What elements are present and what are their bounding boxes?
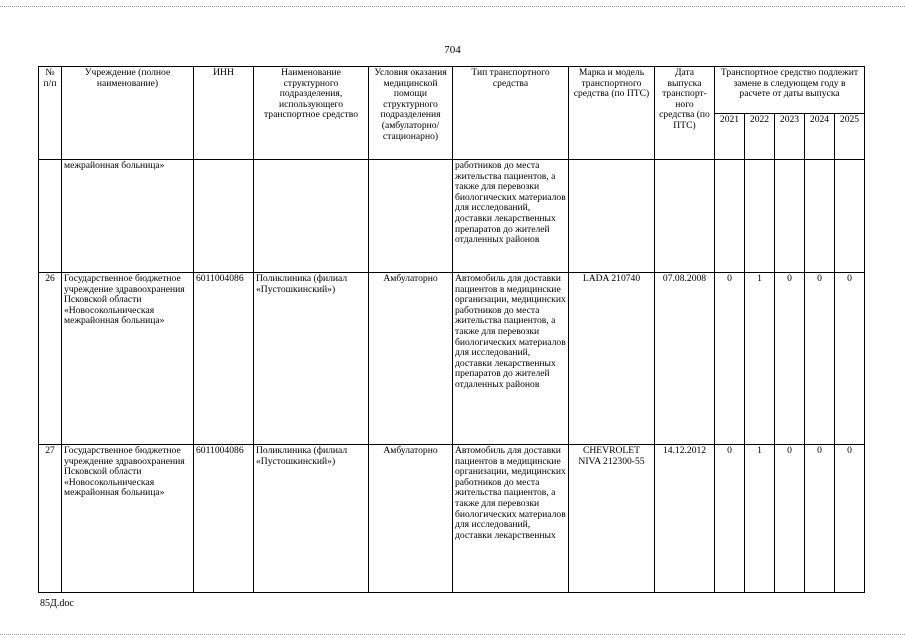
bottom-scan-line (0, 634, 905, 635)
cont-institution: межрайонная больница» (62, 160, 194, 273)
row-year-value: 0 (715, 273, 745, 445)
top-scan-line (0, 6, 905, 7)
cont-conditions-cell (369, 160, 453, 273)
row-num: 27 (39, 445, 62, 593)
cont-num-cell (39, 160, 62, 273)
row-year-value: 0 (775, 445, 805, 593)
header-brand: Марка и модель транспортного средства (по ПТС) (569, 67, 655, 160)
cont-subdivision-cell (254, 160, 369, 273)
row-num: 26 (39, 273, 62, 445)
row-subdivision: Поликлиника (филиал «Пустошкинский») (254, 273, 369, 445)
row-conditions: Амбулаторно (369, 445, 453, 593)
row-institution: Государственное бюджетное учреждение здравоохранения Псковской области «Новосокольническая межрайонная больница» (62, 273, 194, 445)
row-vehicle-type: Автомобиль для доставки пациентов в медицинские организации, медицинских работников до места жительства пациентов, а также для перевозки биологических материалов для исследований, доставки лекарственных (453, 445, 569, 593)
cont-year-cell (835, 160, 865, 273)
row-year-value: 1 (745, 445, 775, 593)
row-year-value: 0 (805, 273, 835, 445)
header-year: 2024 (805, 114, 835, 160)
row-year-value: 0 (775, 273, 805, 445)
row-year-value: 0 (715, 445, 745, 593)
header-subdivision: Наименование структурного подразделения, использующего транспортное средство (254, 67, 369, 160)
row-brand: CHEVROLET NIVA 212300-55 (569, 445, 655, 593)
table-row (39, 445, 865, 593)
row-year-value: 0 (835, 445, 865, 593)
header-row (39, 67, 865, 114)
continuation-row (39, 160, 865, 273)
header-conditions: Условия оказания медицинской помощи структурного подразделения (амбулаторно/ стационарно) (369, 67, 453, 160)
cont-year-cell (775, 160, 805, 273)
row-brand: LADA 210740 (569, 273, 655, 445)
header-year: 2023 (775, 114, 805, 160)
row-institution: Государственное бюджетное учреждение здравоохранения Псковской области «Новосокольническая межрайонная больница» (62, 445, 194, 593)
row-release-date: 14.12.2012 (655, 445, 715, 593)
header-inn: ИНН (194, 67, 254, 160)
header-year: 2025 (835, 114, 865, 160)
header-year: 2022 (745, 114, 775, 160)
cont-date-cell (655, 160, 715, 273)
row-subdivision: Поликлиника (филиал «Пустошкинский») (254, 445, 369, 593)
row-year-value: 0 (835, 273, 865, 445)
cont-year-cell (805, 160, 835, 273)
vehicle-table (38, 66, 865, 593)
header-replacement: Транспортное средство подлежит замене в следующем году в расчете от даты выпуска (715, 67, 865, 114)
cont-year-cell (745, 160, 775, 273)
header-institution: Учреждение (полное наименование) (62, 67, 194, 160)
header-vehicle-type: Тип транспортного средства (453, 67, 569, 160)
cont-vehicle-type: работников до места жительства пациентов, а также для перевозки биологических материалов для исследований, доставки лекарственных препаратов до жителей отдаленных районов (453, 160, 569, 273)
cont-inn-cell (194, 160, 254, 273)
table-row (39, 273, 865, 445)
row-year-value: 0 (805, 445, 835, 593)
row-release-date: 07.08.2008 (655, 273, 715, 445)
header-release-date: Дата выпуска транспорт-ного средства (по ПТС) (655, 67, 715, 160)
header-num: № п/п (39, 67, 62, 160)
row-vehicle-type: Автомобиль для доставки пациентов в медицинские организации, медицинских работников до места жительства пациентов, а также для перевозки биологических материалов для исследований, доставки лекарственных препаратов до жителей отдаленных районов (453, 273, 569, 445)
row-year-value: 1 (745, 273, 775, 445)
cont-year-cell (715, 160, 745, 273)
row-inn: 6011004086 (194, 273, 254, 445)
row-conditions: Амбулаторно (369, 273, 453, 445)
header-year: 2021 (715, 114, 745, 160)
cont-brand-cell (569, 160, 655, 273)
page-number: 704 (444, 44, 461, 56)
footer-filename: 85Д.doc (40, 598, 74, 609)
row-inn: 6011004086 (194, 445, 254, 593)
